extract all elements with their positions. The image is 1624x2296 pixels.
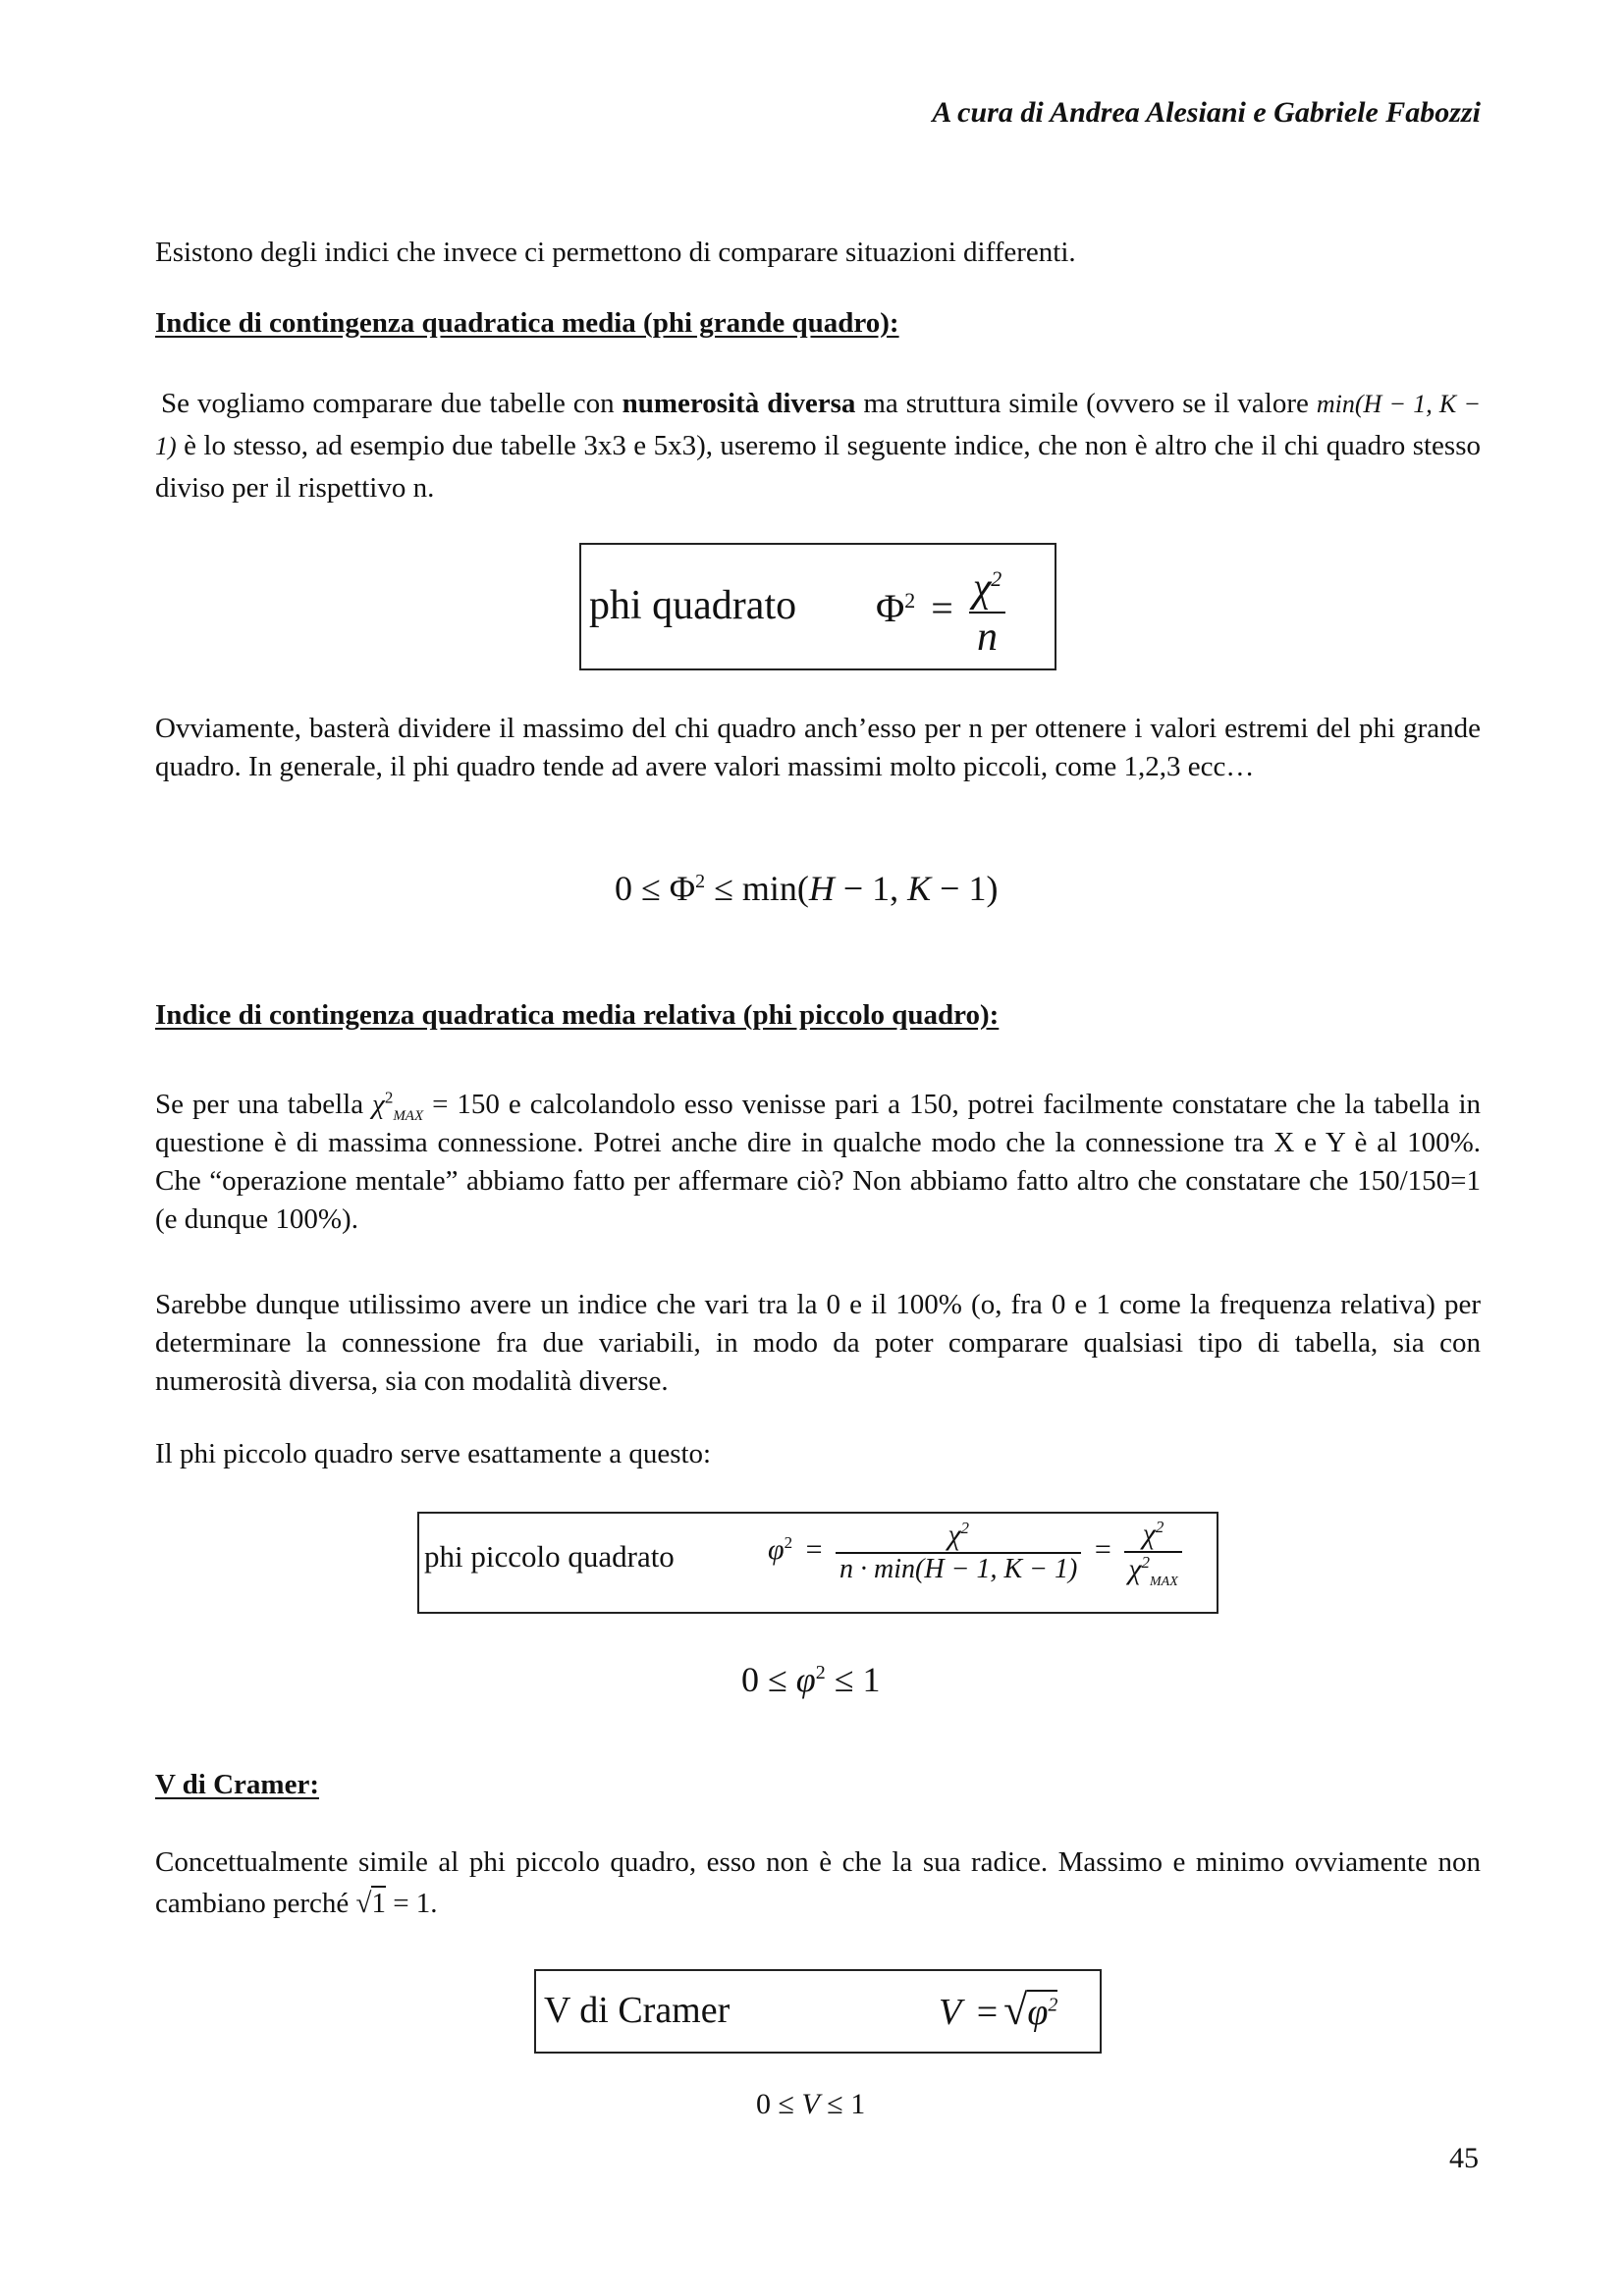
formula-label: phi piccolo quadrato [424,1539,675,1574]
phi-grande-range-formula: $0 \le \Phi^2 \le \min(H - 1$, K − 1) [615,869,999,908]
v-cramer-paragraph: Concettualmente simile al phi piccolo quadro, esso non è che la sua radice. Massimo e minimo ovviamente non cambiano perché √1 = 1. [155,1846,1481,1919]
phi-piccolo-quadrato-formula-box [417,1512,1218,1614]
phi-squared-formula: $\Phi^2$ = $\frac{\chi^2}{n}$ [876,564,1005,661]
v-cramer-formula-box [534,1969,1102,2054]
running-header: A cura di Andrea Alesiani e Gabriele Fabozzi [932,96,1481,129]
phi-small-squared-formula: $\varphi^2$ = $\frac{\chi^2}{n \cdot \min(H - 1, K - 1)}$ = $\frac{\chi^2}{\chi^2_{MAX}}$ [768,1518,1182,1586]
page-number: 45 [1449,2142,1479,2174]
intro-paragraph: Esistono degli indici che invece ci permettono di comparare situazioni differenti. [155,237,1076,268]
phi-grande-range-paragraph: Ovviamente, basterà dividere il massimo del chi quadro anch’esso per n per ottenere i valori estremi del phi grande quadro. In generale, il phi quadro tende ad avere valori massimi molto piccoli, come 1,2,3 ecc… [155,713,1481,782]
v-cramer-formula: $V = √\varphi^2$ [939,1986,1058,2034]
phi-piccolo-lead-paragraph: Il phi piccolo quadro serve esattamente a questo: [155,1438,712,1469]
v-cramer-range-formula: 0 ≤ V ≤ 1 [756,2088,866,2120]
section-heading-phi-grande: Indice di contingenza quadratica media (phi grande quadro): [155,307,899,339]
phi-piccolo-intro-paragraph: Se per una tabella $\chi^2_{MAX} = 150$ e calcolandolo esso venisse pari a 150, potrei facilmente constatare che la tabella in questione è di massima connessione. Potrei anche dire in qualche modo che la connessione tra X e Y è al 100%. Che “operazione mentale” abbiamo fatto per affermare ciò? Non abbiamo fatto altro che constatare che 150/150=1 (e dunque 100%). [155,1088,1482,1235]
phi-piccolo-motivation-paragraph: Sarebbe dunque utilissimo avere un indice che vari tra la 0 e il 100% (o, fra 0 e 1 come la frequenza relativa) per determinare la connessione fra due variabili, in modo da poter comparare qualsiasi tipo di tabella, sia con numerosità diversa, sia con modalità diverse. [155,1289,1481,1397]
section-heading-phi-piccolo: Indice di contingenza quadratica media relativa (phi piccolo quadro): [155,999,1000,1031]
phi-grande-intro-paragraph: Se vogliamo comparare due tabelle con numerosità diversa ma struttura simile (ovvero se il valore min(H − 1, K − 1) è lo stesso, ad esempio due tabelle 3x3 e 5x3), useremo il seguente indice, che non è altro che il chi quadro stesso diviso per il rispettivo n. [155,388,1481,504]
phi-quadrato-formula-box [579,543,1056,670]
phi-piccolo-range-formula: $0 \le \varphi^2 \le 1$ [741,1660,881,1699]
formula-label: phi quadrato [589,583,797,628]
section-heading-v-cramer: V di Cramer: [155,1769,319,1800]
formula-label: V di Cramer [544,1990,731,2031]
